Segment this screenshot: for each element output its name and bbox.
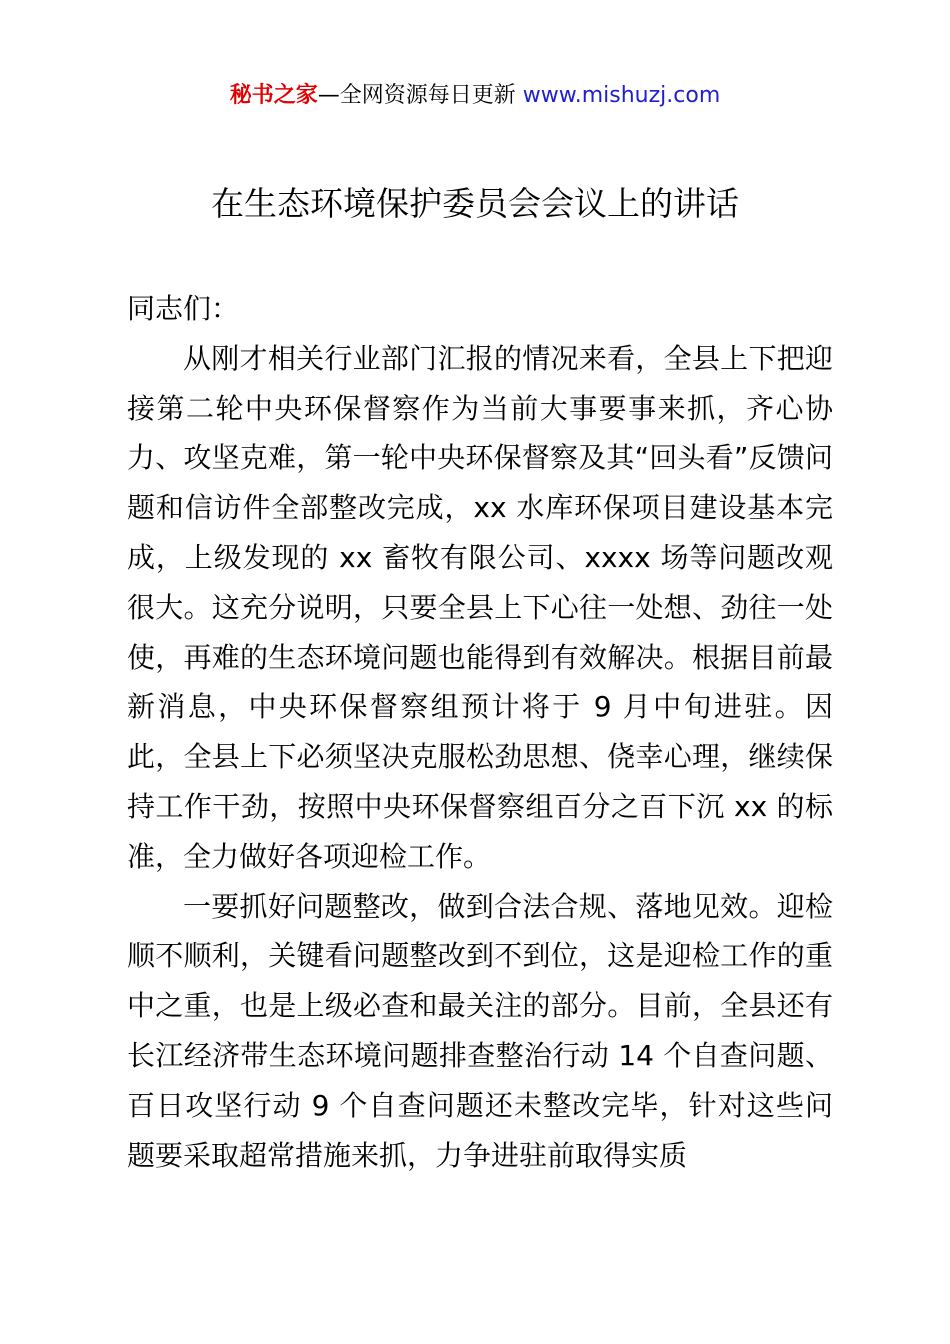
- site-url-link[interactable]: www.mishuzj.com: [522, 83, 721, 108]
- site-header: [0, 80, 950, 112]
- paragraph-1: 从刚才相关行业部门汇报的情况来看，全县上下把迎接第二轮中央环保督察作为当前大事要事来抓，齐心协力、攻坚克难，第一轮中央环保督察及其“回头看”反馈问题和信访件全部整改完成，xx 水库环保项目建设基本完成，上级发现的 xx 畜牧有限公司、xxxx 场等问题改观很大。这充分说明，只要全县上下心往一处想、劲往一处使，再难的生态环境问题也能得到有效解决。根据目前最新消息，中央环保督察组预计将于 9 月中旬进驻。因此，全县上下必须坚决克服松劲思想、侥幸心理，继续保持工作干劲，按照中央环保督察组百分之百下沉 xx 的标准，全力做好各项迎检工作。: [127, 341, 833, 873]
- paragraph-2: 一要抓好问题整改，做到合法合规、落地见效。迎检顺不顺利，关键看问题整改到不到位，这是迎检工作的重中之重，也是上级必查和最关注的部分。目前，全县还有长江经济带生态环境问题排查整治行动 14 个自查问题、百日攻坚行动 9 个自查问题还未整改完毕，针对这些问题要采取超常措施来抓，力争进驻前取得实质: [127, 889, 833, 1172]
- document-body: [127, 284, 833, 1180]
- site-tagline: —全网资源每日更新: [317, 83, 523, 108]
- document-title: 在生态环境保护委员会会议上的讲话: [211, 184, 739, 223]
- salutation: 同志们：: [127, 292, 240, 325]
- site-brand: 秘书之家: [229, 83, 318, 108]
